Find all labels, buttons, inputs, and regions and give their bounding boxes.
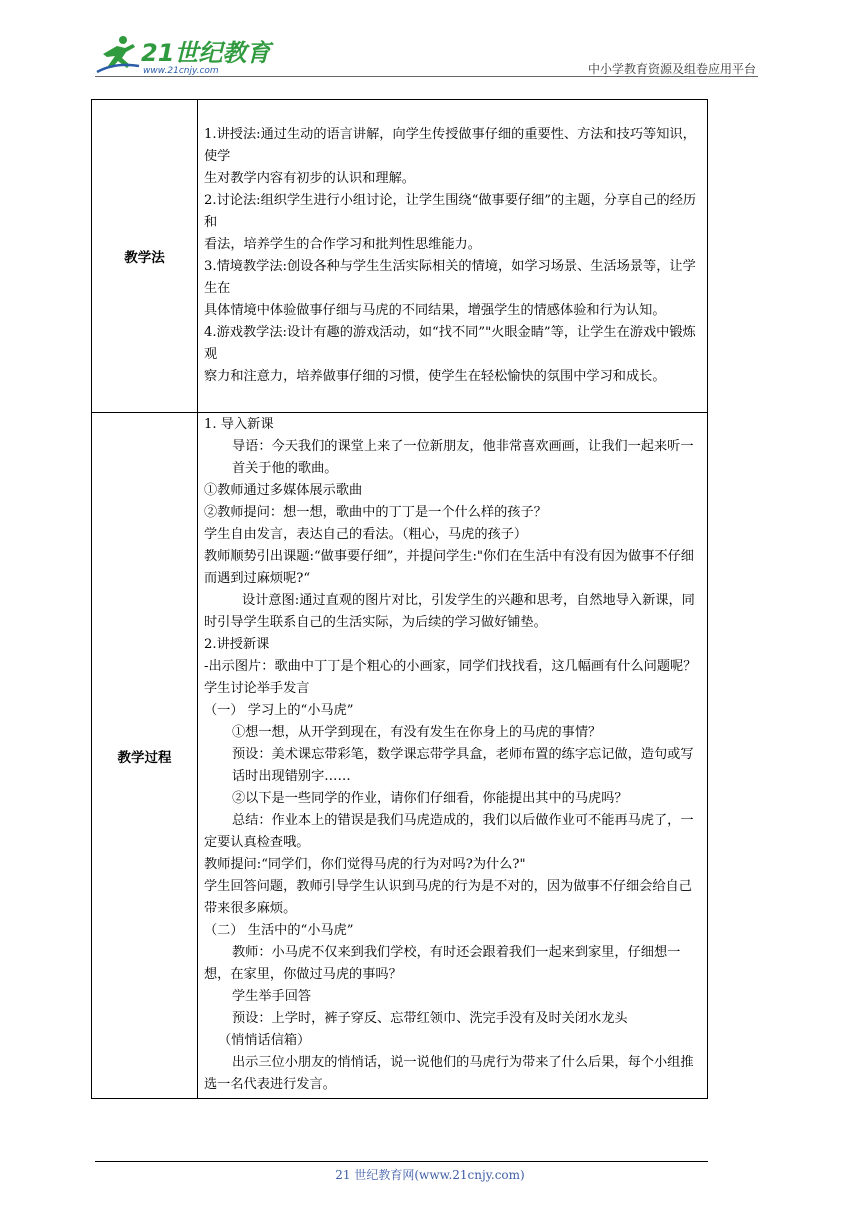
row-label: 教学过程 bbox=[92, 413, 198, 1099]
text-line: ①教师通过多媒体展示歌曲 bbox=[204, 483, 363, 498]
row-content bbox=[198, 413, 708, 1099]
header-divider bbox=[95, 76, 758, 77]
text-line: 2.讨论法:组织学生进行小组讨论，让学生围绕“做事要仔细”的主题，分享自己的经历和 bbox=[204, 192, 697, 230]
text-line: 出示三位小朋友的悄悄话，说一说他们的马虎行为带来了什么后果，每个小组推选一名代表进行发言。 bbox=[204, 1055, 694, 1092]
text-line: ②以下是一些同学的作业，请你们仔细看，你能提出其中的马虎吗？ bbox=[232, 791, 628, 806]
text-line: 预设：美术课忘带彩笔，数学课忘带学具盒，老师布置的练字忘记做，造句或写话时出现错别字…… bbox=[232, 747, 694, 784]
text-line: 教师提问:“同学们，你们觉得马虎的行为对吗?为什么?" bbox=[204, 857, 526, 872]
text-line: 3.情境教学法:创设各种与学生生活实际相关的情境，如学习场景、生活场景等，让学生在 bbox=[204, 258, 696, 296]
text-line: 教师顺势引出课题:“做事要仔细”，并提问学生:"你们在生活中有没有因为做事不仔细而遇到过麻烦呢?“ bbox=[204, 549, 694, 586]
page-header bbox=[95, 28, 758, 78]
logo-url: www.21cnjy.com bbox=[143, 66, 219, 76]
text-line: 察力和注意力，培养做事仔细的习惯，使学生在轻松愉快的氛围中学习和成长。 bbox=[204, 368, 666, 384]
platform-title: 中小学教育资源及组卷应用平台 bbox=[587, 62, 756, 76]
text-line: 4.游戏教学法:设计有趣的游戏活动，如“找不同”"火眼金睛”等，让学生在游戏中锻炼观 bbox=[204, 324, 696, 362]
text-line: 学生回答问题，教师引导学生认识到马虎的行为是不对的，因为做事不仔细会给自己带来很多麻烦。 bbox=[204, 879, 692, 916]
text-line: 具体情境中体验做事仔细与马虎的不同结果，增强学生的情感体验和行为认知。 bbox=[204, 302, 666, 318]
text-line: （悄悄话信箱） bbox=[218, 1033, 311, 1048]
text-line: 设计意图:通过直观的图片对比，引发学生的兴趣和思考，自然地导入新课，同时引导学生联系自己的生活实际，为后续的学习做好铺垫。 bbox=[204, 593, 695, 630]
row-content bbox=[198, 100, 708, 413]
text-line: 2.讲授新课 bbox=[204, 637, 270, 652]
text-line: ②教师提问：想一想，歌曲中的丁丁是一个什么样的孩子？ bbox=[204, 505, 547, 520]
row-label: 教学法 bbox=[92, 100, 198, 413]
text-line: 学生自由发言，表达自己的看法。（粗心，马虎的孩子） bbox=[204, 527, 528, 542]
lesson-table bbox=[91, 99, 708, 1099]
text-line: （一） 学习上的“小马虎” bbox=[204, 703, 354, 718]
text-line: 学生讨论举手发言 bbox=[204, 681, 310, 696]
logo bbox=[95, 32, 285, 76]
text-line: 看法，培养学生的合作学习和批判性思维能力。 bbox=[204, 236, 481, 252]
text-line: 导语：今天我们的课堂上来了一位新朋友，他非常喜欢画画，让我们一起来听一首关于他的歌曲。 bbox=[232, 439, 694, 476]
table-row bbox=[92, 100, 708, 413]
text-line: 总结：作业本上的错误是我们马虎造成的，我们以后做作业可不能再马虎了，一定要认真检查哦。 bbox=[204, 813, 694, 850]
text-line: 预设：上学时，裤子穿反、忘带红领巾、洗完手没有及时关闭水龙头 bbox=[232, 1011, 628, 1026]
footer-text: 21 世纪教育网(www.21cnjy.com) bbox=[335, 1168, 525, 1182]
text-line: 学生举手回答 bbox=[232, 989, 312, 1004]
text-line: ①想一想，从开学到现在，有没有发生在你身上的马虎的事情？ bbox=[232, 725, 602, 740]
table-row bbox=[92, 413, 708, 1099]
text-line: 1. 导入新课 bbox=[204, 417, 274, 432]
text-line: 生对教学内容有初步的认识和理解。 bbox=[204, 170, 415, 186]
footer-divider bbox=[95, 1161, 708, 1162]
text-line: 1.讲授法:通过生动的语言讲解，向学生传授做事仔细的重要性、方法和技巧等知识，使学 bbox=[204, 126, 696, 164]
logo-text: 21世纪教育 bbox=[141, 39, 271, 67]
text-line: 教师：小马虎不仅来到我们学校，有时还会跟着我们一起来到家里，仔细想一想，在家里，你做过马虎的事吗？ bbox=[204, 945, 681, 982]
text-line: -出示图片：歌曲中丁丁是个粗心的小画家，同学们找找看，这几幅画有什么问题呢？ bbox=[204, 659, 697, 674]
text-line: （二） 生活中的“小马虎” bbox=[204, 923, 354, 938]
